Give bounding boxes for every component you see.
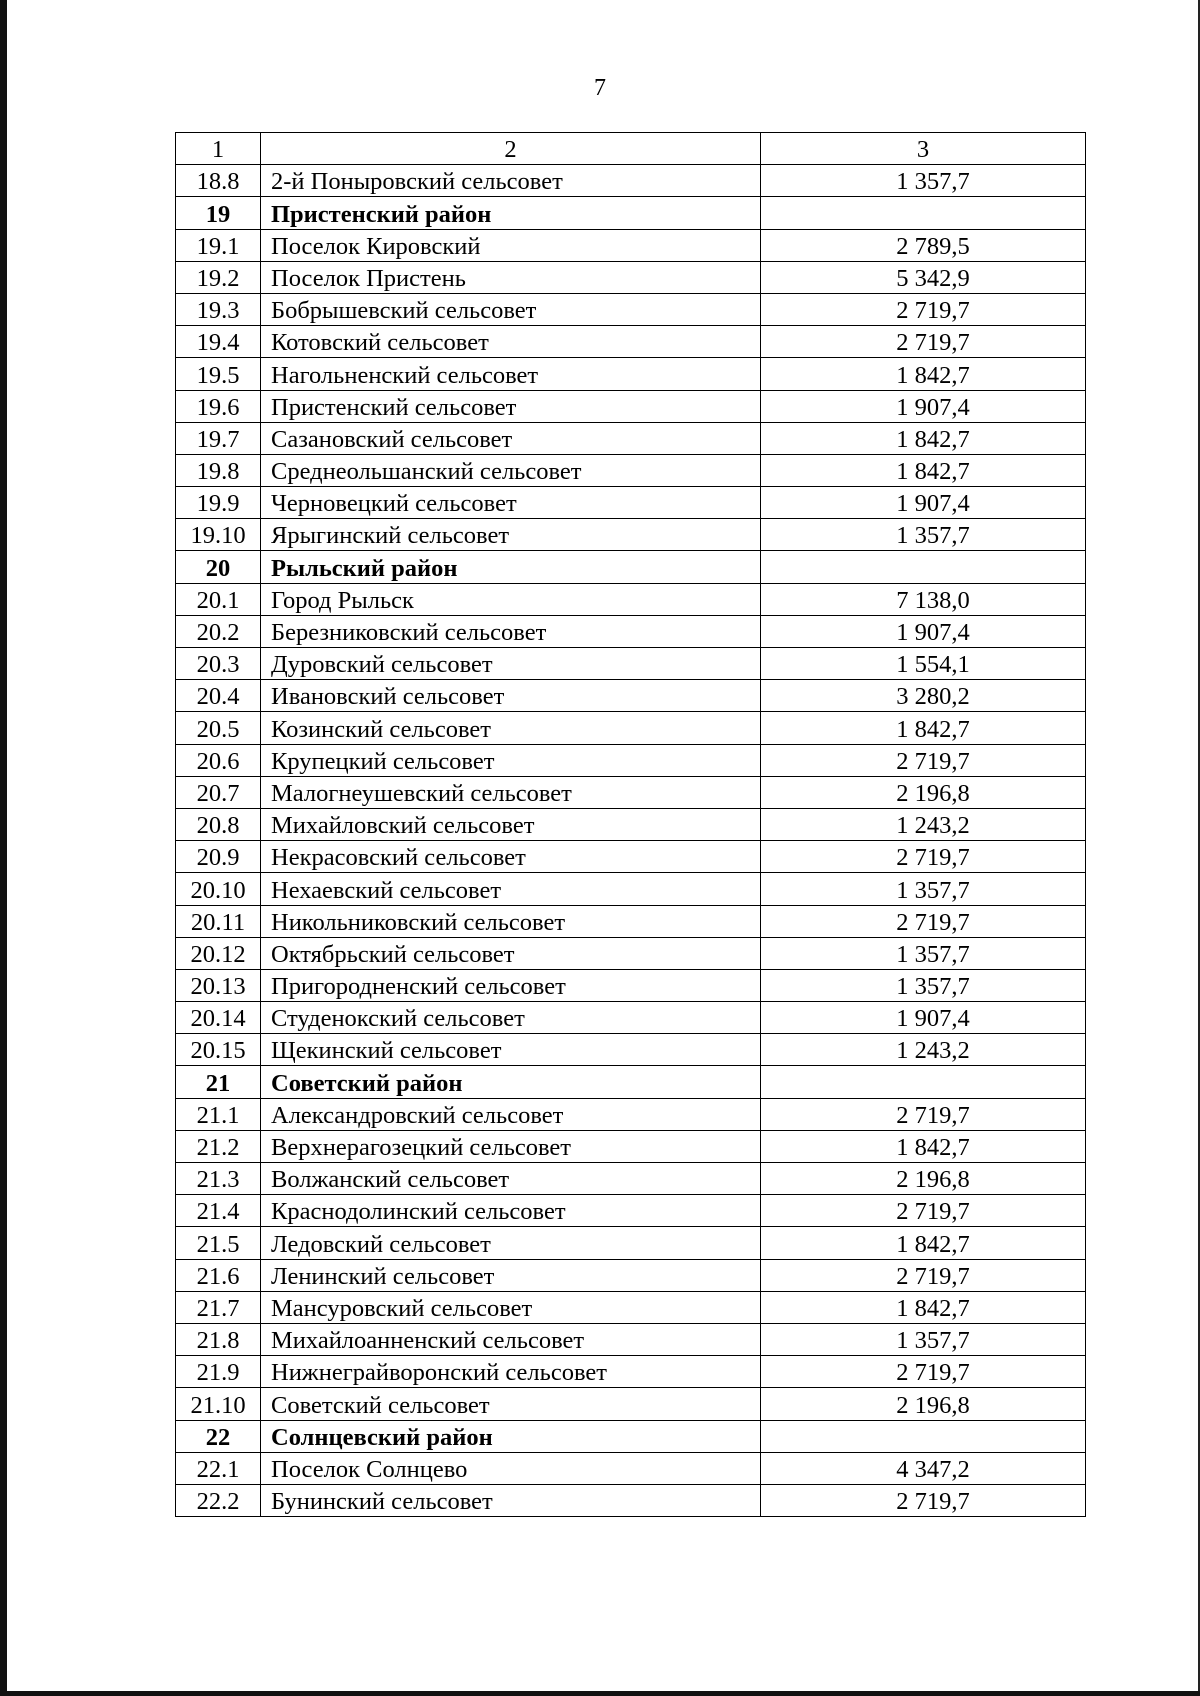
row-name: Ярыгинский сельсовет <box>261 519 761 551</box>
row-name: Щекинский сельсовет <box>261 1034 761 1066</box>
row-number: 20.8 <box>176 808 261 840</box>
row-name: Михайлоанненский сельсовет <box>261 1323 761 1355</box>
table-row <box>176 326 1086 358</box>
row-name: Нагольненский сельсовет <box>261 358 761 390</box>
table-row <box>176 648 1086 680</box>
table-row <box>176 1259 1086 1291</box>
table-body <box>176 165 1086 1517</box>
row-name: Нижнеграйворонский сельсовет <box>261 1356 761 1388</box>
table-row <box>176 293 1086 325</box>
row-value: 2 196,8 <box>761 776 1086 808</box>
row-number: 20.1 <box>176 583 261 615</box>
district-row <box>176 1066 1086 1098</box>
row-name: Пристенский район <box>261 197 761 229</box>
district-row <box>176 1420 1086 1452</box>
row-number: 20.15 <box>176 1034 261 1066</box>
row-value: 7 138,0 <box>761 583 1086 615</box>
row-name: Александровский сельсовет <box>261 1098 761 1130</box>
table-row <box>176 712 1086 744</box>
row-value <box>761 197 1086 229</box>
row-number: 21.1 <box>176 1098 261 1130</box>
row-name: Крупецкий сельсовет <box>261 744 761 776</box>
row-value: 2 719,7 <box>761 1259 1086 1291</box>
table-row <box>176 680 1086 712</box>
row-name: Бобрышевский сельсовет <box>261 293 761 325</box>
table-row <box>176 454 1086 486</box>
row-value: 1 842,7 <box>761 1291 1086 1323</box>
row-value: 1 842,7 <box>761 1227 1086 1259</box>
row-value: 3 280,2 <box>761 680 1086 712</box>
table-row <box>176 1163 1086 1195</box>
row-value: 2 719,7 <box>761 744 1086 776</box>
row-name: Город Рыльск <box>261 583 761 615</box>
row-name: Березниковский сельсовет <box>261 615 761 647</box>
row-name: Мансуровский сельсовет <box>261 1291 761 1323</box>
row-name: Котовский сельсовет <box>261 326 761 358</box>
row-value: 1 842,7 <box>761 454 1086 486</box>
table-row <box>176 358 1086 390</box>
row-value: 2 719,7 <box>761 1356 1086 1388</box>
row-value: 2 719,7 <box>761 1195 1086 1227</box>
row-name: Ледовский сельсовет <box>261 1227 761 1259</box>
row-value <box>761 1066 1086 1098</box>
row-value: 5 342,9 <box>761 261 1086 293</box>
row-name: Черновецкий сельсовет <box>261 487 761 519</box>
row-number: 20.14 <box>176 1002 261 1034</box>
row-value: 2 719,7 <box>761 1484 1086 1516</box>
table-row <box>176 776 1086 808</box>
row-name: Пригородненский сельсовет <box>261 969 761 1001</box>
table-row <box>176 1356 1086 1388</box>
table-row <box>176 744 1086 776</box>
table-row <box>176 422 1086 454</box>
row-value: 1 907,4 <box>761 390 1086 422</box>
row-value: 1 907,4 <box>761 615 1086 647</box>
district-row <box>176 197 1086 229</box>
row-name: Среднеольшанский сельсовет <box>261 454 761 486</box>
table-row <box>176 1130 1086 1162</box>
row-value <box>761 1420 1086 1452</box>
row-number: 19.8 <box>176 454 261 486</box>
row-number: 20.9 <box>176 841 261 873</box>
allocation-table <box>175 132 1086 1517</box>
row-number: 19.1 <box>176 229 261 261</box>
row-number: 22.2 <box>176 1484 261 1516</box>
row-name: Поселок Пристень <box>261 261 761 293</box>
row-number: 19.4 <box>176 326 261 358</box>
row-number: 21.10 <box>176 1388 261 1420</box>
row-number: 20.2 <box>176 615 261 647</box>
district-row <box>176 551 1086 583</box>
row-number: 20.5 <box>176 712 261 744</box>
row-value: 1 554,1 <box>761 648 1086 680</box>
row-number: 19 <box>176 197 261 229</box>
row-name: 2-й Поныровский сельсовет <box>261 165 761 197</box>
table-row <box>176 1388 1086 1420</box>
row-value: 1 243,2 <box>761 1034 1086 1066</box>
row-value: 1 357,7 <box>761 165 1086 197</box>
table-row <box>176 808 1086 840</box>
table-row <box>176 841 1086 873</box>
table-row <box>176 1002 1086 1034</box>
table-row <box>176 487 1086 519</box>
column-number-1: 1 <box>176 133 261 165</box>
row-value: 1 357,7 <box>761 937 1086 969</box>
table-row <box>176 1098 1086 1130</box>
row-value <box>761 551 1086 583</box>
row-number: 19.3 <box>176 293 261 325</box>
row-number: 21.8 <box>176 1323 261 1355</box>
table-row <box>176 1291 1086 1323</box>
row-value: 2 789,5 <box>761 229 1086 261</box>
row-value: 1 243,2 <box>761 808 1086 840</box>
table-row <box>176 969 1086 1001</box>
table-row <box>176 390 1086 422</box>
row-number: 21.4 <box>176 1195 261 1227</box>
row-number: 19.6 <box>176 390 261 422</box>
row-number: 20.7 <box>176 776 261 808</box>
row-value: 2 719,7 <box>761 1098 1086 1130</box>
row-number: 19.9 <box>176 487 261 519</box>
table-row <box>176 937 1086 969</box>
row-number: 21.2 <box>176 1130 261 1162</box>
row-value: 1 842,7 <box>761 712 1086 744</box>
row-name: Дуровский сельсовет <box>261 648 761 680</box>
row-name: Сазановский сельсовет <box>261 422 761 454</box>
row-name: Ленинский сельсовет <box>261 1259 761 1291</box>
table-row <box>176 583 1086 615</box>
row-name: Советский сельсовет <box>261 1388 761 1420</box>
row-number: 21.6 <box>176 1259 261 1291</box>
row-value: 1 357,7 <box>761 873 1086 905</box>
row-number: 19.5 <box>176 358 261 390</box>
row-value: 1 907,4 <box>761 487 1086 519</box>
row-number: 21.9 <box>176 1356 261 1388</box>
row-number: 20.12 <box>176 937 261 969</box>
row-number: 18.8 <box>176 165 261 197</box>
table-row <box>176 1227 1086 1259</box>
row-value: 1 907,4 <box>761 1002 1086 1034</box>
row-name: Михайловский сельсовет <box>261 808 761 840</box>
row-name: Пристенский сельсовет <box>261 390 761 422</box>
row-name: Поселок Солнцево <box>261 1452 761 1484</box>
row-number: 22 <box>176 1420 261 1452</box>
row-number: 20.6 <box>176 744 261 776</box>
row-name: Нехаевский сельсовет <box>261 873 761 905</box>
table-row <box>176 261 1086 293</box>
table-row <box>176 229 1086 261</box>
row-value: 1 357,7 <box>761 1323 1086 1355</box>
row-number: 19.10 <box>176 519 261 551</box>
table-row <box>176 1323 1086 1355</box>
page-number: 7 <box>594 75 606 101</box>
row-value: 2 719,7 <box>761 905 1086 937</box>
table-row <box>176 1484 1086 1516</box>
row-name: Малогнеушевский сельсовет <box>261 776 761 808</box>
row-number: 19.7 <box>176 422 261 454</box>
row-number: 21.5 <box>176 1227 261 1259</box>
row-name: Студенокский сельсовет <box>261 1002 761 1034</box>
row-name: Краснодолинский сельсовет <box>261 1195 761 1227</box>
table-row <box>176 1452 1086 1484</box>
row-number: 20.11 <box>176 905 261 937</box>
row-number: 19.2 <box>176 261 261 293</box>
row-name: Верхнерагозецкий сельсовет <box>261 1130 761 1162</box>
row-value: 4 347,2 <box>761 1452 1086 1484</box>
column-number-row <box>176 133 1086 165</box>
row-value: 1 842,7 <box>761 422 1086 454</box>
row-name: Рыльский район <box>261 551 761 583</box>
row-number: 20.10 <box>176 873 261 905</box>
row-number: 20.4 <box>176 680 261 712</box>
scan-border-bottom <box>0 1691 1200 1696</box>
row-name: Некрасовский сельсовет <box>261 841 761 873</box>
row-value: 1 842,7 <box>761 1130 1086 1162</box>
table-row <box>176 165 1086 197</box>
row-name: Советский район <box>261 1066 761 1098</box>
row-name: Волжанский сельсовет <box>261 1163 761 1195</box>
column-number-3: 3 <box>761 133 1086 165</box>
row-name: Козинский сельсовет <box>261 712 761 744</box>
row-number: 21 <box>176 1066 261 1098</box>
row-name: Ивановский сельсовет <box>261 680 761 712</box>
row-value: 2 196,8 <box>761 1388 1086 1420</box>
scan-border-left <box>0 0 7 1696</box>
row-value: 1 357,7 <box>761 969 1086 1001</box>
row-name: Бунинский сельсовет <box>261 1484 761 1516</box>
table-row <box>176 1195 1086 1227</box>
row-number: 22.1 <box>176 1452 261 1484</box>
column-number-2: 2 <box>261 133 761 165</box>
table-row <box>176 873 1086 905</box>
row-value: 2 196,8 <box>761 1163 1086 1195</box>
row-number: 20.13 <box>176 969 261 1001</box>
table-row <box>176 905 1086 937</box>
table-row <box>176 1034 1086 1066</box>
row-name: Поселок Кировский <box>261 229 761 261</box>
row-name: Октябрьский сельсовет <box>261 937 761 969</box>
row-value: 1 357,7 <box>761 519 1086 551</box>
row-value: 2 719,7 <box>761 841 1086 873</box>
table-row <box>176 615 1086 647</box>
row-value: 1 842,7 <box>761 358 1086 390</box>
row-value: 2 719,7 <box>761 293 1086 325</box>
row-number: 21.3 <box>176 1163 261 1195</box>
row-name: Солнцевский район <box>261 1420 761 1452</box>
row-value: 2 719,7 <box>761 326 1086 358</box>
row-number: 20 <box>176 551 261 583</box>
table-row <box>176 519 1086 551</box>
row-name: Никольниковский сельсовет <box>261 905 761 937</box>
row-number: 21.7 <box>176 1291 261 1323</box>
row-number: 20.3 <box>176 648 261 680</box>
